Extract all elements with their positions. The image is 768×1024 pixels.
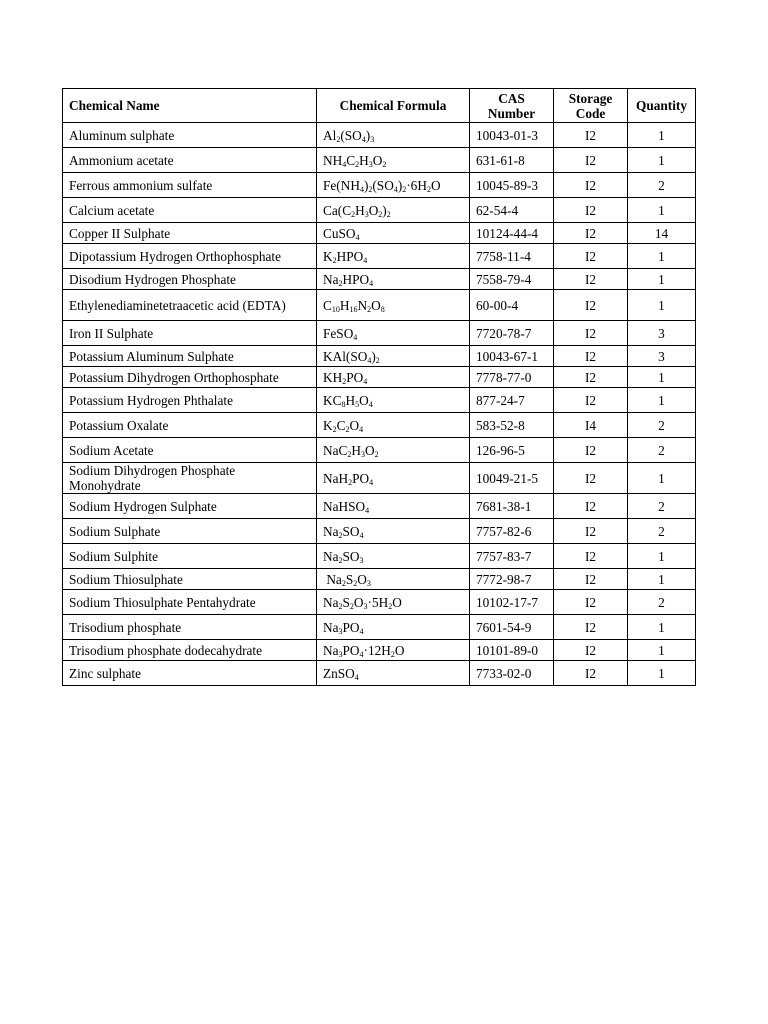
chemical-formula-cell: $NaH_2PO_4$ [317, 463, 470, 494]
chemical-formula-cell: $Na_2SO_3$ [317, 544, 470, 569]
chemical-name-cell: Sodium Dihydrogen Phosphate Monohydrate [63, 463, 317, 494]
chemical-formula-cell: $Na_2S_2O_3$ [317, 569, 470, 590]
storage-code-cell: I2 [554, 463, 628, 494]
cas-number-cell: 631-61-8 [470, 148, 554, 173]
table-row [63, 590, 696, 615]
cas-number-cell: 7733-02-0 [470, 661, 554, 686]
quantity-cell: 3 [628, 346, 696, 367]
cas-number-cell: 877-24-7 [470, 388, 554, 413]
table-row [63, 494, 696, 519]
storage-code-cell: I2 [554, 321, 628, 346]
table-row [63, 438, 696, 463]
quantity-cell: 1 [628, 123, 696, 148]
quantity-cell: 1 [628, 544, 696, 569]
cas-number-cell: 7757-83-7 [470, 544, 554, 569]
table-row [63, 615, 696, 640]
storage-code-cell: I2 [554, 519, 628, 544]
quantity-cell: 1 [628, 269, 696, 290]
table-row [63, 148, 696, 173]
table-row [63, 223, 696, 244]
table-row [63, 413, 696, 438]
chemical-formula-cell: $Al_2(SO_4)_3$ [317, 123, 470, 148]
quantity-cell: 1 [628, 661, 696, 686]
chemical-formula-cell: $KC_8H_5O_4$ [317, 388, 470, 413]
cas-number-cell: 10124-44-4 [470, 223, 554, 244]
chemical-formula-cell: $Fe(NH_4)_2(SO_4)_2\cdot 6H_2O$ [317, 173, 470, 198]
header-storage-line1: Storage [568, 90, 613, 106]
cas-number-cell: 60-00-4 [470, 290, 554, 321]
cas-number-cell: 10043-01-3 [470, 123, 554, 148]
chemical-name-cell: Trisodium phosphate [63, 615, 317, 640]
chemical-formula-cell: $KH_2PO_4$ [317, 367, 470, 388]
storage-code-cell: I2 [554, 494, 628, 519]
chemical-name-cell: Disodium Hydrogen Phosphate [63, 269, 317, 290]
chemical-formula-cell: $C_{10}H_{16}N_2O_8$ [317, 290, 470, 321]
cas-number-cell: 7778-77-0 [470, 367, 554, 388]
storage-code-cell: I2 [554, 173, 628, 198]
cas-number-cell: 7758-11-4 [470, 244, 554, 269]
table-row [63, 198, 696, 223]
header-chemical-name: Chemical Name [63, 89, 317, 123]
cas-number-cell: 10049-21-5 [470, 463, 554, 494]
quantity-cell: 1 [628, 198, 696, 223]
chemical-name-cell: Zinc sulphate [63, 661, 317, 686]
cas-number-cell: 583-52-8 [470, 413, 554, 438]
storage-code-cell: I2 [554, 569, 628, 590]
quantity-cell: 3 [628, 321, 696, 346]
table-row [63, 173, 696, 198]
storage-code-cell: I2 [554, 640, 628, 661]
table-row [63, 544, 696, 569]
quantity-cell: 2 [628, 173, 696, 198]
cas-number-cell: 7772-98-7 [470, 569, 554, 590]
table-row [63, 367, 696, 388]
chemical-name-cell: Sodium Hydrogen Sulphate [63, 494, 317, 519]
quantity-cell: 2 [628, 519, 696, 544]
chemical-name-cell: Ammonium acetate [63, 148, 317, 173]
storage-code-cell: I2 [554, 223, 628, 244]
header-cas-line1: CAS [498, 90, 525, 106]
quantity-cell: 14 [628, 223, 696, 244]
header-storage-code [554, 89, 628, 123]
storage-code-cell: I2 [554, 367, 628, 388]
header-cas-number [470, 89, 554, 123]
table-body [63, 123, 696, 686]
chemical-name-cell: Sodium Sulphite [63, 544, 317, 569]
storage-code-cell: I2 [554, 123, 628, 148]
table-row [63, 321, 696, 346]
chemical-name-cell: Sodium Acetate [63, 438, 317, 463]
quantity-cell: 1 [628, 388, 696, 413]
chemical-formula-cell: $Na_3PO_4\cdot 12H_2O$ [317, 640, 470, 661]
table-row [63, 388, 696, 413]
quantity-cell: 1 [628, 244, 696, 269]
chemical-formula-cell: NaHSO$_4$ [317, 494, 470, 519]
table-header-row [63, 89, 696, 123]
chemical-name-cell: Ferrous ammonium sulfate [63, 173, 317, 198]
header-storage-line2: Code [575, 105, 606, 121]
storage-code-cell: I2 [554, 661, 628, 686]
cas-number-cell: 7558-79-4 [470, 269, 554, 290]
chemical-name-cell: Potassium Hydrogen Phthalate [63, 388, 317, 413]
storage-code-cell: I2 [554, 269, 628, 290]
chemical-formula-cell: $K_2C_2O_4$ [317, 413, 470, 438]
chemical-name-cell: Trisodium phosphate dodecahydrate [63, 640, 317, 661]
header-chemical-formula: Chemical Formula [317, 89, 470, 123]
cas-number-cell: 7757-82-6 [470, 519, 554, 544]
chemical-name-cell: Potassium Oxalate [63, 413, 317, 438]
chemical-name-cell: Sodium Thiosulphate Pentahydrate [63, 590, 317, 615]
quantity-cell: 2 [628, 494, 696, 519]
chemical-name-cell: Potassium Aluminum Sulphate [63, 346, 317, 367]
quantity-cell: 1 [628, 367, 696, 388]
quantity-cell: 2 [628, 590, 696, 615]
storage-code-cell: I2 [554, 198, 628, 223]
cas-number-cell: 7681-38-1 [470, 494, 554, 519]
table-row [63, 346, 696, 367]
storage-code-cell: I2 [554, 438, 628, 463]
cas-number-cell: 126-96-5 [470, 438, 554, 463]
table-row [63, 661, 696, 686]
storage-code-cell: I2 [554, 388, 628, 413]
chemical-name-cell: Calcium acetate [63, 198, 317, 223]
storage-code-cell: I2 [554, 148, 628, 173]
table-row [63, 569, 696, 590]
storage-code-cell: I2 [554, 290, 628, 321]
chemical-formula-cell: ZnSO$_4$ [317, 661, 470, 686]
storage-code-cell: I2 [554, 590, 628, 615]
cas-number-cell: 10101-89-0 [470, 640, 554, 661]
chemical-formula-cell: $Na_3PO_4$ [317, 615, 470, 640]
quantity-cell: 1 [628, 569, 696, 590]
cas-number-cell: 7720-78-7 [470, 321, 554, 346]
cas-number-cell: 62-54-4 [470, 198, 554, 223]
chemical-name-cell: Iron II Sulphate [63, 321, 317, 346]
chemical-name-cell: Potassium Dihydrogen Orthophosphate [63, 367, 317, 388]
storage-code-cell: I2 [554, 244, 628, 269]
chemical-formula-cell: CuSO$_4$ [317, 223, 470, 244]
chemical-formula-cell: $Na_2SO_4$ [317, 519, 470, 544]
table-row [63, 244, 696, 269]
cas-number-cell: 10102-17-7 [470, 590, 554, 615]
storage-code-cell: I2 [554, 346, 628, 367]
table-row [63, 463, 696, 494]
quantity-cell: 1 [628, 463, 696, 494]
chemical-formula-cell: $Ca(C_2H_3O_2)_2$ [317, 198, 470, 223]
quantity-cell: 1 [628, 640, 696, 661]
chemical-formula-cell: FeSO$_4$ [317, 321, 470, 346]
table-row [63, 519, 696, 544]
storage-code-cell: I2 [554, 615, 628, 640]
chemical-name-cell: Sodium Thiosulphate [63, 569, 317, 590]
chemical-formula-cell: $K_2HPO_4$ [317, 244, 470, 269]
quantity-cell: 2 [628, 438, 696, 463]
cas-number-cell: 10045-89-3 [470, 173, 554, 198]
chemical-formula-cell: $KAl(SO_4)_2$ [317, 346, 470, 367]
chemical-formula-cell: $NH_4C_2H_3O_2$ [317, 148, 470, 173]
quantity-cell: 1 [628, 148, 696, 173]
quantity-cell: 1 [628, 615, 696, 640]
header-cas-line2: Number [487, 105, 536, 121]
header-quantity: Quantity [628, 89, 696, 123]
chemical-formula-cell: $NaC_2H_3O_2$ [317, 438, 470, 463]
table-row [63, 640, 696, 661]
table-row [63, 123, 696, 148]
chemical-formula-cell: $Na_2HPO_4$ [317, 269, 470, 290]
chemical-name-cell: Sodium Sulphate [63, 519, 317, 544]
cas-number-cell: 7601-54-9 [470, 615, 554, 640]
chemical-name-cell: Aluminum sulphate [63, 123, 317, 148]
storage-code-cell: I2 [554, 544, 628, 569]
chemical-name-cell: Dipotassium Hydrogen Orthophosphate [63, 244, 317, 269]
storage-code-cell: I4 [554, 413, 628, 438]
quantity-cell: 1 [628, 290, 696, 321]
chemical-formula-cell: $Na_2S_2O_3\cdot 5H_2O$ [317, 590, 470, 615]
chemical-name-cell: Ethylenediaminetetraacetic acid (EDTA) [63, 290, 317, 321]
table-row [63, 269, 696, 290]
cas-number-cell: 10043-67-1 [470, 346, 554, 367]
table-row [63, 290, 696, 321]
chemical-name-cell: Copper II Sulphate [63, 223, 317, 244]
quantity-cell: 2 [628, 413, 696, 438]
chemical-inventory-table [62, 88, 696, 686]
